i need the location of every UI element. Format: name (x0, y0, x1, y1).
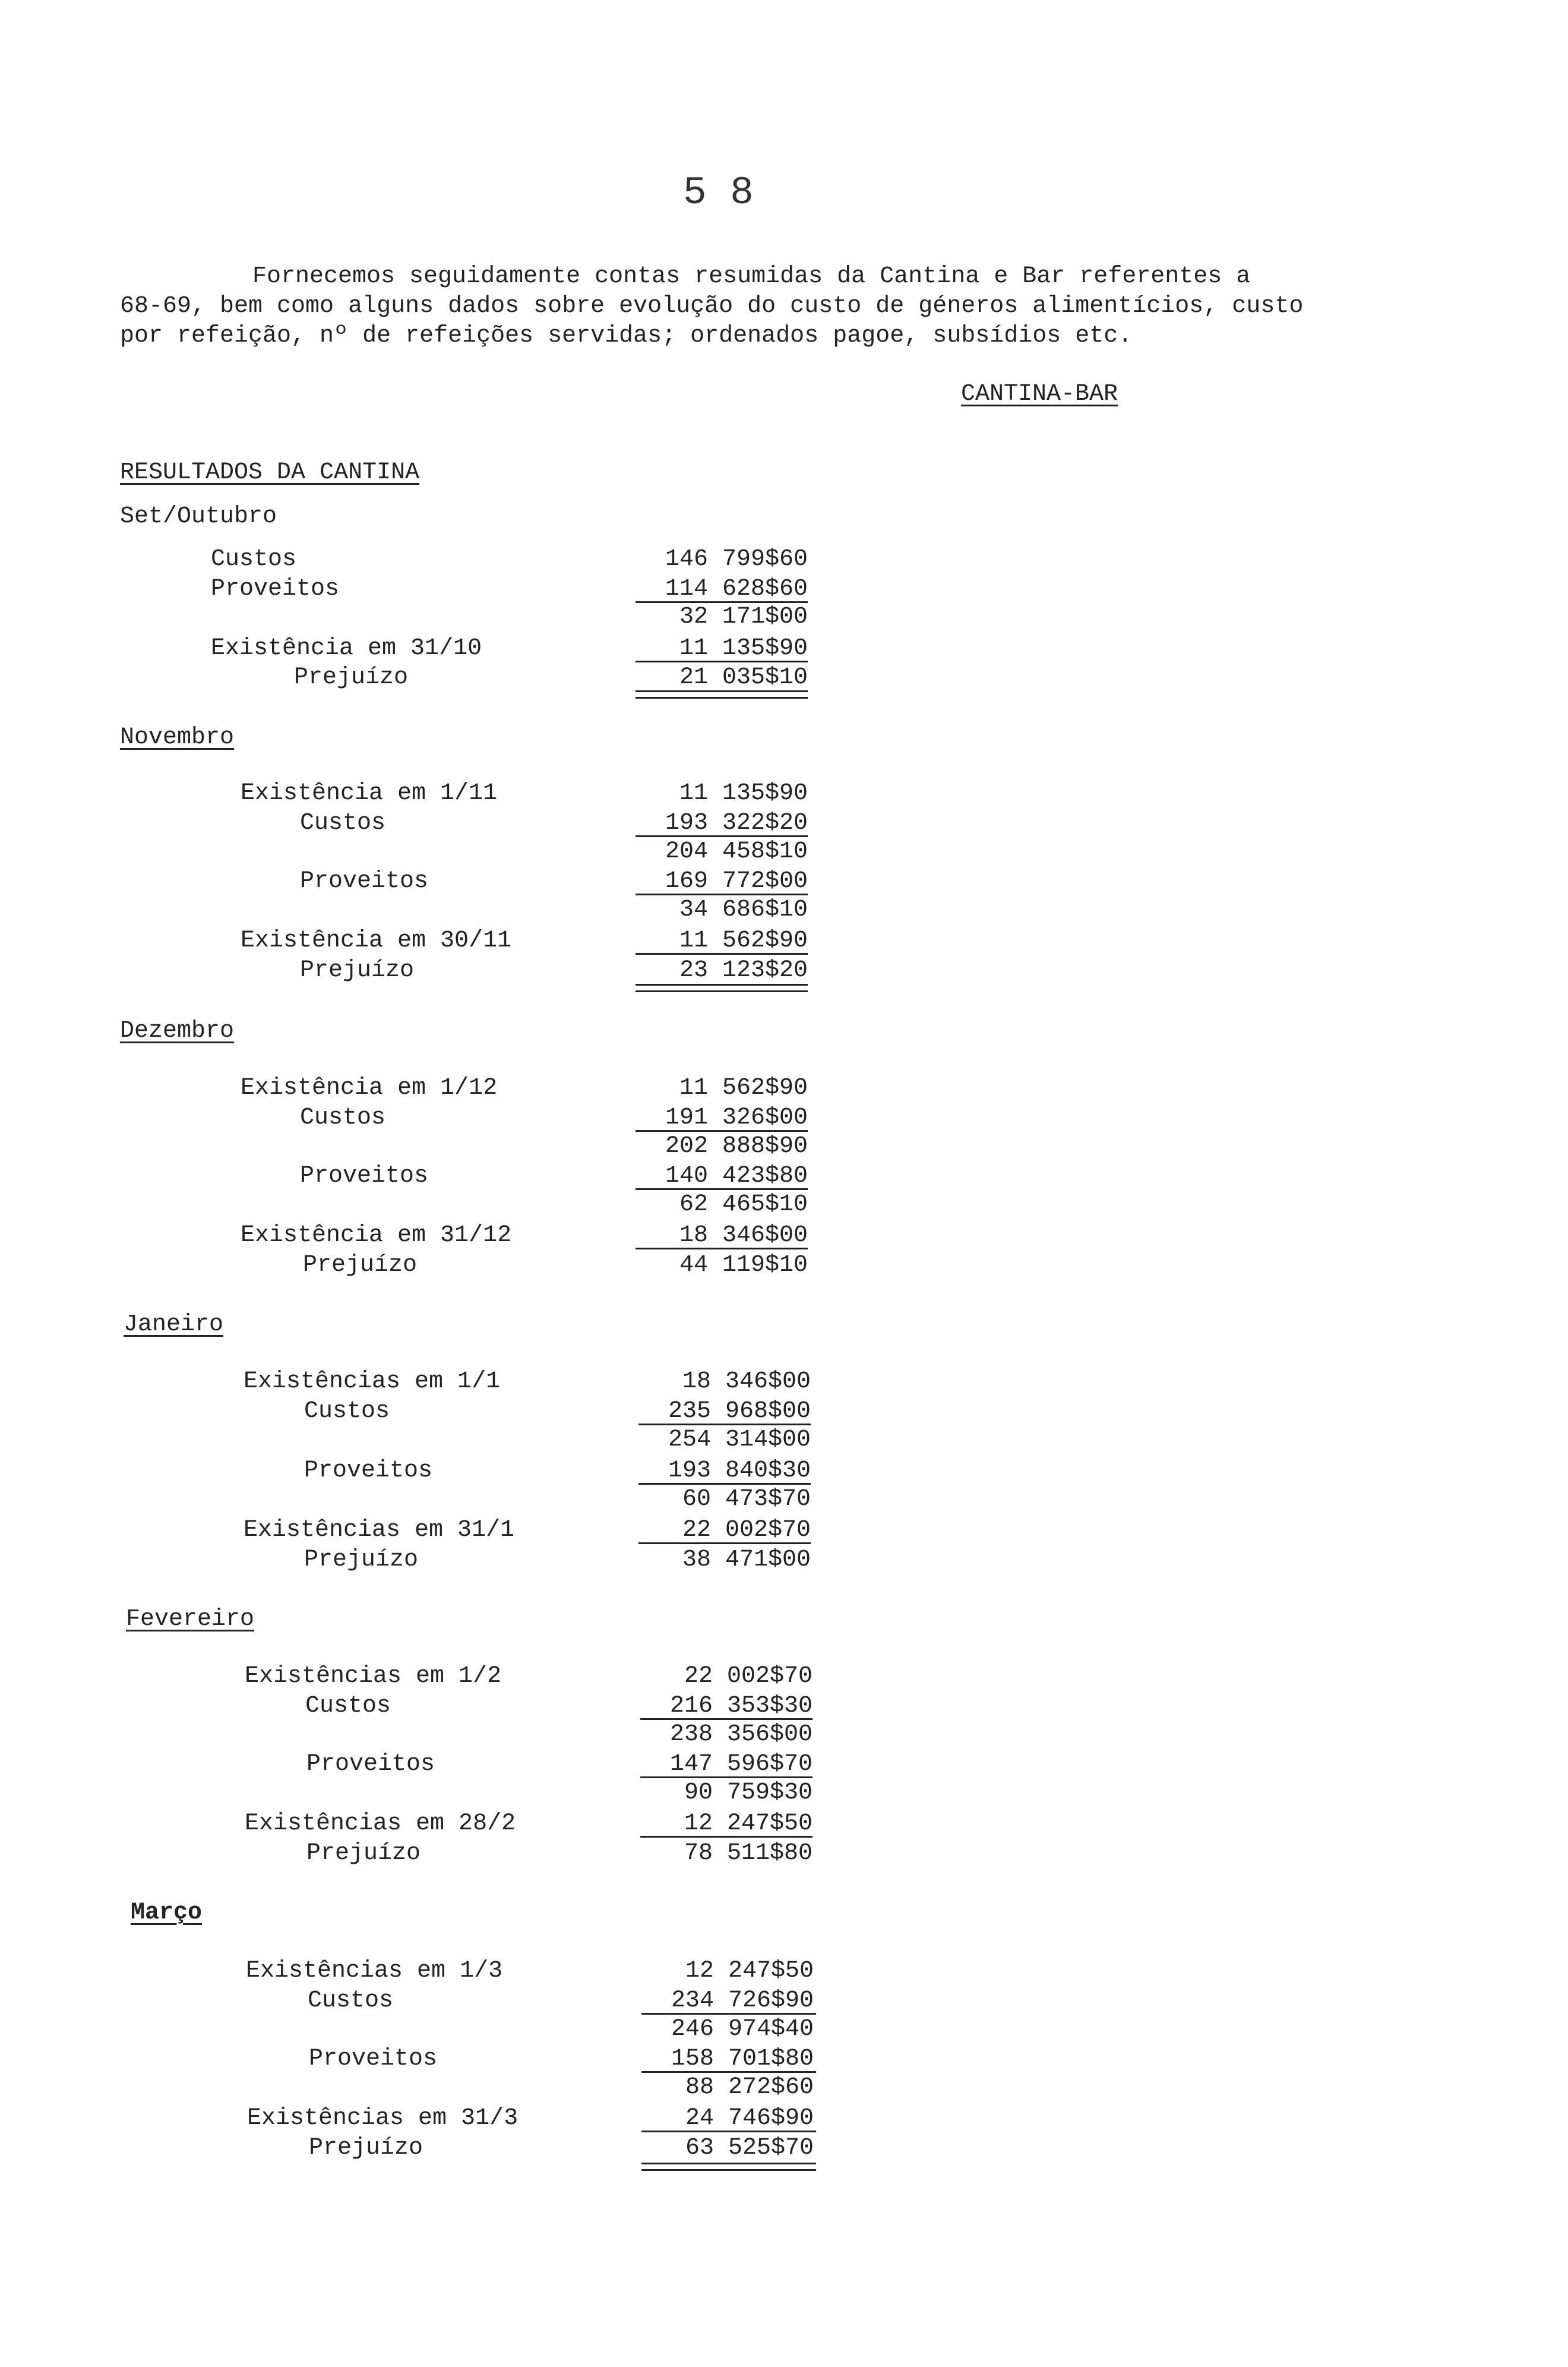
row-label: Existências em 31/3 (247, 2105, 519, 2132)
sum-line (636, 953, 808, 955)
page-number: 5 8 (683, 171, 754, 215)
sum-line (640, 1718, 813, 1720)
row-label: Proveitos (300, 868, 429, 895)
row-value: 191 326$00 (665, 1104, 808, 1131)
intro-line-2: 68-69, bem como alguns dados sobre evolução do custo de géneros alimentícios, custo (120, 293, 1304, 320)
row-label: Existências em 1/2 (245, 1663, 502, 1690)
row-value: 202 888$90 (665, 1133, 808, 1160)
total-double-line (641, 2163, 816, 2171)
row-value: 235 968$00 (668, 1398, 811, 1425)
row-label: Existência em 31/12 (241, 1222, 512, 1249)
total-double-line (636, 690, 808, 699)
row-value: 12 247$50 (685, 1958, 814, 1984)
sum-line (636, 894, 808, 895)
row-value: 11 135$90 (679, 780, 808, 807)
sum-line (636, 835, 808, 837)
row-label: Existências em 1/3 (246, 1958, 503, 1984)
month-title: Dezembro (120, 1018, 235, 1044)
row-value: 32 171$00 (679, 604, 808, 630)
right-heading: CANTINA-BAR (961, 381, 1118, 408)
row-label: Custos (300, 1104, 386, 1131)
row-label: Prejuízo (300, 957, 415, 984)
row-label: Existência em 1/12 (241, 1075, 498, 1102)
sum-line (640, 1836, 813, 1838)
row-value: 63 525$70 (685, 2135, 814, 2161)
row-label: Proveitos (300, 1163, 429, 1189)
row-value: 22 002$70 (684, 1663, 813, 1690)
row-value: 11 135$90 (679, 635, 808, 662)
row-label: Custos (211, 546, 297, 573)
row-value: 78 511$80 (684, 1840, 813, 1867)
row-label: Custos (308, 1987, 394, 2014)
row-value: 22 002$70 (682, 1517, 811, 1544)
row-value: 246 974$40 (671, 2016, 814, 2043)
row-value: 18 346$00 (682, 1368, 811, 1395)
sum-line (636, 1248, 808, 1249)
sum-line (638, 1542, 811, 1544)
sum-line (636, 661, 808, 662)
row-label: Proveitos (211, 576, 340, 602)
row-value: 146 799$60 (665, 546, 808, 573)
row-value: 90 759$30 (684, 1779, 813, 1806)
row-value: 158 701$80 (671, 2046, 814, 2072)
month-title: Novembro (120, 724, 235, 751)
row-value: 88 272$60 (685, 2074, 814, 2101)
row-label: Proveitos (306, 1751, 435, 1778)
row-label: Existência em 31/10 (211, 635, 482, 662)
row-value: 23 123$20 (679, 957, 808, 984)
row-label: Prejuízo (294, 664, 409, 691)
row-value: 12 247$50 (684, 1810, 813, 1837)
sum-line (638, 1424, 811, 1425)
sum-line (636, 1188, 808, 1190)
row-value: 24 746$90 (685, 2105, 814, 2132)
row-value: 238 356$00 (669, 1721, 813, 1748)
sum-line (638, 1483, 811, 1485)
row-value: 11 562$90 (679, 1075, 808, 1102)
row-label: Existência em 1/11 (241, 780, 498, 807)
row-label: Prejuízo (303, 1252, 418, 1279)
row-value: 216 353$30 (669, 1693, 813, 1719)
row-label: Existências em 28/2 (245, 1810, 516, 1837)
month-title: Janeiro (124, 1311, 224, 1338)
row-label: Prejuízo (309, 2135, 423, 2161)
sum-line (641, 2013, 816, 2015)
row-label: Proveitos (309, 2046, 438, 2072)
row-value: 193 840$30 (668, 1457, 811, 1484)
month-title: Set/Outubro (120, 503, 277, 530)
row-value: 169 772$00 (665, 868, 808, 895)
sum-line (640, 1776, 813, 1778)
row-label: Existência em 30/11 (241, 927, 512, 954)
row-label: Custos (305, 1693, 391, 1719)
row-label: Existências em 31/1 (244, 1517, 515, 1544)
row-value: 11 562$90 (679, 927, 808, 954)
total-double-line (636, 984, 808, 992)
row-value: 38 471$00 (682, 1547, 811, 1573)
row-value: 60 473$70 (682, 1486, 811, 1513)
sum-line (636, 1130, 808, 1132)
month-title: Fevereiro (126, 1606, 255, 1633)
intro-line-1: Fornecemos seguidamente contas resumidas da Cantina e Bar referentes a (252, 263, 1251, 290)
sum-line (641, 2131, 816, 2132)
row-label: Existências em 1/1 (244, 1368, 501, 1395)
row-label: Prejuízo (304, 1547, 419, 1573)
row-label: Custos (304, 1398, 390, 1425)
row-value: 254 314$00 (668, 1426, 811, 1453)
row-value: 44 119$10 (679, 1252, 808, 1279)
row-value: 140 423$80 (665, 1163, 808, 1189)
row-value: 204 458$10 (665, 838, 808, 865)
row-value: 193 322$20 (665, 810, 808, 837)
row-label: Proveitos (304, 1457, 433, 1484)
row-value: 114 628$60 (665, 576, 808, 602)
row-label: Custos (300, 810, 386, 837)
row-value: 147 596$70 (669, 1751, 813, 1778)
row-value: 21 035$10 (679, 664, 808, 691)
month-title: Março (131, 1899, 203, 1926)
section-title: RESULTADOS DA CANTINA (120, 459, 420, 486)
row-label: Prejuízo (306, 1840, 421, 1867)
row-value: 62 465$10 (679, 1191, 808, 1218)
sum-line (641, 2071, 816, 2073)
intro-line-3: por refeição, nº de refeições servidas; ordenados pagoe, subsídios etc. (120, 323, 1133, 349)
row-value: 234 726$90 (671, 1987, 814, 2014)
row-value: 34 686$10 (679, 897, 808, 923)
row-value: 18 346$00 (679, 1222, 808, 1249)
